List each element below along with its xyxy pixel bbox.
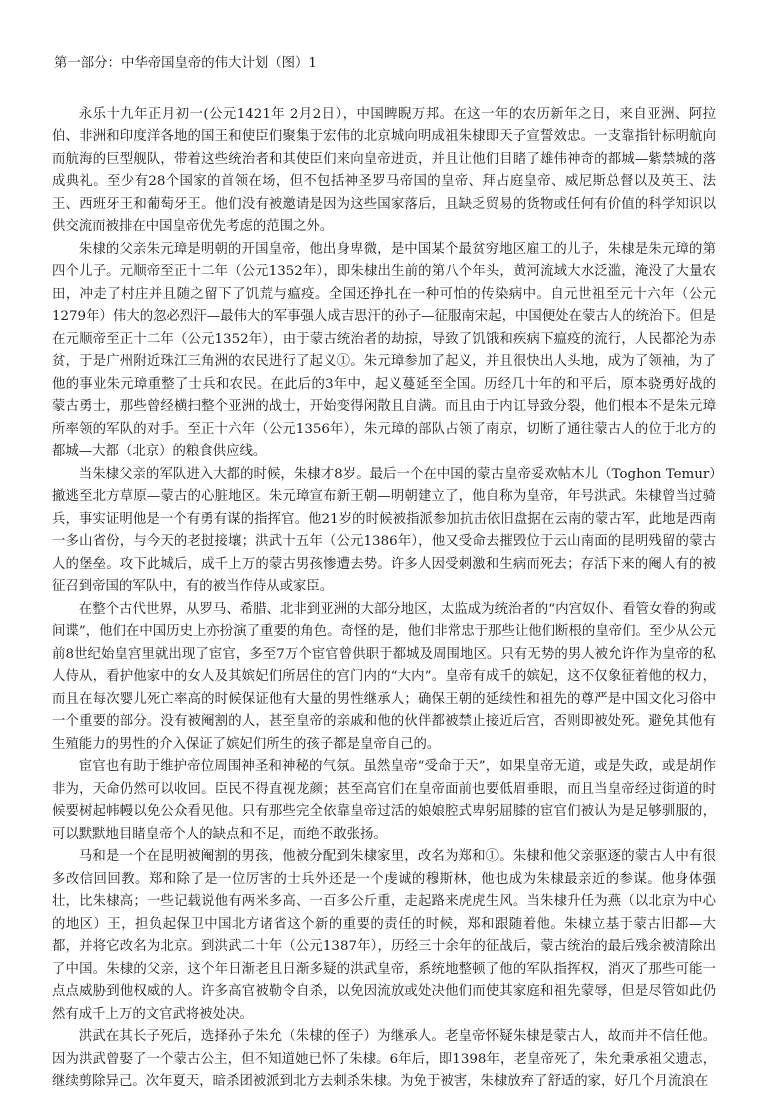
paragraph-3: 当朱棣父亲的军队进入大都的时候，朱棣才8岁。最后一个在中国的蒙古皇帝妥欢帖木儿（Toghon Temur）撤逃至北方草原—蒙古的心脏地区。朱元璋宣布新王朝—明朝建立了，他自称为皇帝，年号洪武。朱棣曾当过骑兵，事实证明他是一个有勇有谋的指挥官。他21岁的时候被指派参加抗击依旧盘据在云南的蒙古军，此地是西南一多山省份，与今天的老挝接壤；洪武十五年（公元1386年），他又受命去摧毁位于云山南面的昆明残留的蒙古人的堡垒。攻下此城后，成千上万的蒙古男孩惨遭去势。许多人因受刺激和生病而死去；存活下来的阉人有的被征召到帝国的军队中，有的被当作侍从或家臣。	[52, 466, 716, 594]
paragraph-2: 朱棣的父亲朱元璋是明朝的开国皇帝，他出身卑微，是中国某个最贫穷地区雇工的儿子，朱棣是朱元璋的第四个儿子。元顺帝至正十二年（公元1352年），即朱棣出生前的第八个年头，黄河流域大水泛滥，淹没了大量农田，冲走了村庄并且随之留下了饥荒与瘟疫。全国还挣扎在一种可怕的传染病中。自元世祖至元十六年（公元1279年）伟大的忽必烈汗—最伟大的军事强人成吉思汗的孙子—征服南宋起，中国便处在蒙古人的统治下。但是在元顺帝至正十二年（公元1352年），由于蒙古统治者的劫掠，导致了饥饿和疾病下瘟疫的流行，人民都沦为赤贫，于是广州附近珠江三角洲的农民进行了起义①。朱元璋参加了起义，并且很快出人头地，成为了领袖，为了他的事业朱元璋重整了士兵和农民。在此后的3年中，起义蔓延至全国。历经几十年的和平后，原本骁勇好战的蒙古勇士，那些曾经横扫整个亚洲的战士，开始变得闲散且自满。而且由于内讧导致分裂，他们根本不是朱元璋所率领的军队的对手。至正十六年（公元1356年），朱元璋的部队占领了南京，切断了通往蒙古人的位于北方的都城—大都（北京）的粮食供应线。	[52, 241, 716, 459]
paragraph-5: 宦官也有助于维护帝位周围神圣和神秘的气氛。虽然皇帝“受命于天”，如果皇帝无道，或是失政，或是胡作非为，天命仍然可以收回。臣民不得直视龙颜；甚至高官们在皇帝面前也要低眉垂眼，而且当皇帝经过街道的时候要树起帏幔以免公众看见他。只有那些完全依靠皇帝过活的娘娘腔式卑躬屈膝的宦官们被认为是足够驯服的，可以默默地目睹皇帝个人的缺点和不足，而绝不敢张扬。	[52, 759, 716, 842]
paragraph-1: 永乐十九年正月初一(公元1421年 2月2日），中国睥睨万邦。在这一年的农历新年之日，来自亚洲、阿拉伯、非洲和印度洋各地的国王和使臣们聚集于宏伟的北京城向明成祖朱棣即天子宣誓效忠。一支靠指针标明航向而航海的巨型舰队，带着这些统治者和其使臣们来向皇帝进贡，并且让他们目睹了雄伟神奇的都城—紫禁城的落成典礼。至少有28个国家的首领在场，但不包括神圣罗马帝国的皇帝、拜占庭皇帝、威尼斯总督以及英王、法王、西班牙王和葡萄牙王。他们没有被邀请是因为这些国家落后，且缺乏贸易的货物或任何有价值的科学知识以供交流而被排在中国皇帝优先考虑的范围之外。	[52, 106, 716, 234]
paragraph-4: 在整个古代世界，从罗马、希腊、北非到亚洲的大部分地区，太监成为统治者的“内宫奴仆、看管女眷的狗或间谍”，他们在中国历史上亦扮演了重要的角色。奇怪的是，他们非常忠于那些让他们断根的皇帝们。至少从公元前8世纪始皇宫里就出现了宦官，多至7万个宦官曾供职于都城及周围地区。只有无势的男人被允许作为皇帝的私人侍从，看护他家中的女人及其嫔妃们所居住的宫门内的“大内”。皇帝有成千的嫔妃，这不仅象征着他的权力，而且在每次婴儿死亡率高的时候保证他有大量的男性继承人；确保王朝的延续性和祖先的尊严是中国文化习俗中一个重要的部分。没有被阉割的人，甚至皇帝的亲戚和他的伙伴都被禁止接近后宫，否则即被处死。避免其他有生殖能力的男性的介入保证了嫔妃们所生的孩子都是皇帝自己的。	[52, 601, 716, 752]
document-title: 第一部分：中华帝国皇帝的伟大计划（图）1	[54, 56, 317, 71]
paragraph-7: 洪武在其长子死后，选择孙子朱允（朱棣的侄子）为继承人。老皇帝怀疑朱棣是蒙古人，故而并不信任他。因为洪武曾娶了一个蒙古公主，但不知道她已怀了朱棣。6年后，即1398年，老皇帝死了，朱允秉承祖父遗志，继续剪除异己。次年夏天，暗杀团被派到北方去刺杀朱棣。为免于被害，朱棣放弃了舒适的家，好几个月流浪在	[52, 1029, 716, 1089]
paragraph-6: 马和是一个在昆明被阉割的男孩，他被分配到朱棣家里，改名为郑和①。朱棣和他父亲驱逐的蒙古人中有很多改信回回教。郑和除了是一位厉害的士兵外还是一个虔诚的穆斯林，他也成为朱棣最亲近的参谋。他身体强壮，比朱棣高；一些记载说他有两米多高、一百多公斤重，走起路来虎虎生风。当朱棣升任为燕（以北京为中心的地区）王，担负起保卫中国北方诸省这个新的重要的责任的时候，郑和跟随着他。朱棣立基于蒙古旧都—大都，并将它改名为北京。到洪武二十年（公元1387年），历经三十余年的征战后，蒙古统治的最后残余被清除出了中国。朱棣的父亲，这个年日渐老且日渐多疑的洪武皇帝，系统地整顿了他的军队指挥权，消灭了那些可能一点点威胁到他权威的人。许多高官被勒令自杀，以免因流放或处决他们而使其家庭和祖先蒙辱，但是尽管如此仍然有成千上万的文官武将被处决。	[52, 849, 716, 1022]
